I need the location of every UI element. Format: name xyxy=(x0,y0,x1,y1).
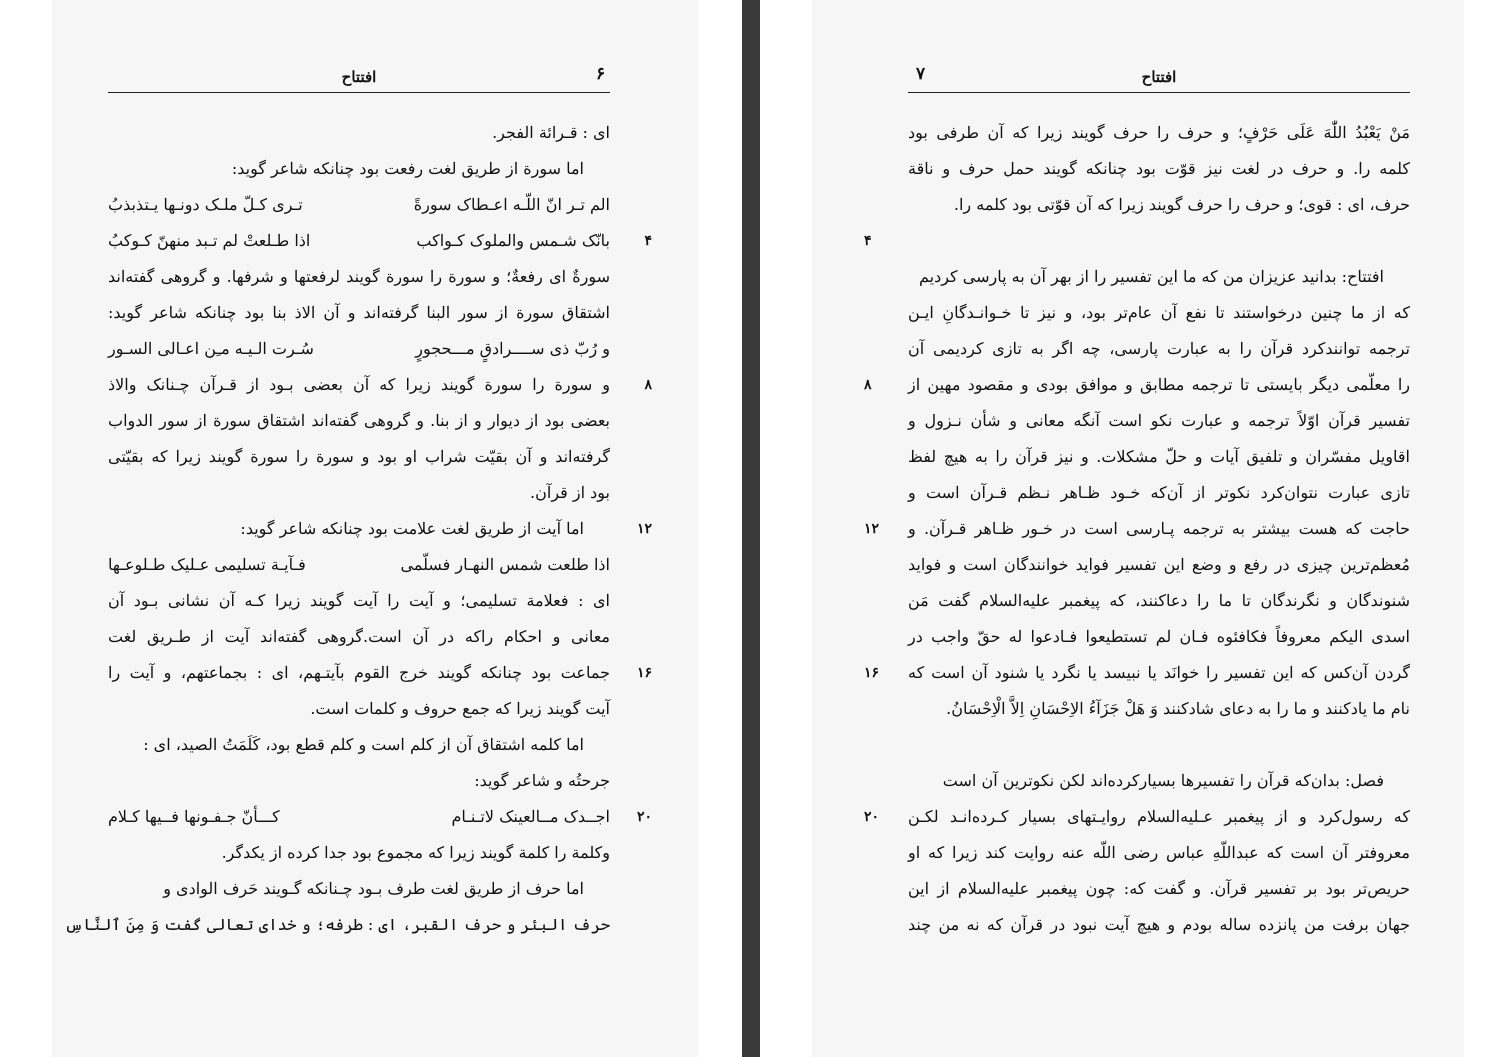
line-text: فصل: بدان‌که قرآن را تفسیرها بسیارکرده‌اند لکن نکوترین آن است xyxy=(942,771,1384,790)
text-line xyxy=(908,871,1410,907)
hemistich-second: سُـرت الـیـه مـِن اعـالی السـور xyxy=(108,339,314,358)
line-text: ترجمه توانندکرد قرآن را به عبارت پارسی، چه اگر به تازی کردیمی آن xyxy=(908,339,1410,358)
hemistich-second: کـــأنّ جـفـونها فــیها کـلام xyxy=(108,807,280,826)
text-line xyxy=(864,511,1410,547)
line-text: جماعت بود چنانکه گویند خرج القوم بآیتـهم، ای : بجماعتهم، و آیت را xyxy=(108,663,610,682)
text-line xyxy=(908,259,1410,295)
text-line xyxy=(864,799,1410,835)
text-line xyxy=(108,439,610,475)
text-line xyxy=(908,763,1410,799)
line-number: ۱۶ xyxy=(636,665,652,681)
hemistich-second: تـری کـلّ ملـک دونـها یـتذبذبُ xyxy=(108,195,303,214)
line-text: جرحتُه و شاعر گوید: xyxy=(474,771,610,790)
hemistich-first: اذا طلعت شمس النهـار فسلّمی xyxy=(400,555,610,574)
line-text: اشتقاق سورة از سور البنا گرفته‌اند و آن الاذ بنا بود چنانکه شاعر گوید: xyxy=(108,303,610,322)
line-number: ۱۲ xyxy=(864,521,880,537)
hemistich-first: اجــدک مــالعینک لاتـنـام xyxy=(451,807,610,826)
line-text: اقاویل مفسّران و تلفیق آیات و حلّ مشکلات. و نیز قرآن را به هیچ لفظ xyxy=(908,447,1410,466)
line-text: وکلمة را کلمة گویند زیرا که مجموع بود جدا کرده از یکدگر. xyxy=(221,843,610,862)
line-text: تازی عبارت نتوان‌کرد نکوتر از آن‌که خـود ظـاهر نـظم قـرآن است و xyxy=(908,483,1410,502)
line-text: مَنْ یَعْبُدُ اللّٰهَ عَلَی حَرْفٍ؛ و حرف را حرف گویند زیرا که آن طرفی بود xyxy=(908,123,1410,142)
line-text: حرف البئر و حرف القبر، ای : طرفه؛ و خدای تعالی گفت وَ مِنَ ٱلنَّاسِ xyxy=(64,915,610,934)
line-text: نام ما یادکنند و ما را به دعای شادکنند وَ هَلْ جَزَآءُ الاِحْسَانِ اِلاَّ الْاِحْسَانُ. xyxy=(946,699,1410,718)
hemistich-second: فـآیـة تسلیمی عـلیک طـلوعـها xyxy=(108,555,306,574)
text-line xyxy=(908,151,1410,187)
text-line xyxy=(108,727,610,763)
line-text: بود از قرآن. xyxy=(530,483,610,502)
line-number: ۱۲ xyxy=(636,521,652,537)
text-line xyxy=(108,511,652,547)
text-line xyxy=(108,295,610,331)
line-text: و سورة را سورة گویند زیرا که آن بعضی بـود از قـرآن چـنانک والاذ xyxy=(108,375,611,394)
text-line xyxy=(908,691,1410,727)
text-line xyxy=(108,655,652,691)
body-text xyxy=(64,115,652,943)
line-text: سورةٌ ای رفعةٌ؛ و سورة را سورة گویند لرفعتها و شرفها. و گروهی گفته‌اند xyxy=(108,267,611,286)
hemistich-first: الم تـر انّ اللّـه اعـطاک سورةً xyxy=(413,195,610,214)
line-text: حریص‌تر بود بر تفسیر قرآن. و گفت که: چون پیغمبر علیه‌السلام از این xyxy=(908,879,1410,898)
line-text: گرفته‌اند و آن بقیّت شراب او بود و سورة را سورة گویند زیرا که بقیّتی xyxy=(108,447,610,466)
line-text: مُعظم‌ترین چیزی در رفع و وضع این تفسیر فواید خوانندگان است و فواید xyxy=(908,555,1410,574)
header-title: افتتاح xyxy=(1141,68,1177,86)
line-number: ۲۰ xyxy=(636,809,652,825)
text-line xyxy=(108,835,610,871)
text-line xyxy=(908,475,1410,511)
text-line xyxy=(108,259,610,295)
book-spine-divider xyxy=(742,0,760,1057)
line-text: حاجت که هست بیشتر به ترجمه پـارسی است در خـور ظـاهر قـرآن. و xyxy=(908,519,1410,538)
left-page xyxy=(64,62,652,943)
body-text xyxy=(864,115,1411,943)
running-head xyxy=(908,62,1410,93)
line-text: شنوندگان و نگرندگان تا ما را دعا‌کنند، که پیغمبر علیه‌السلام گفت مَن xyxy=(908,591,1410,610)
text-line xyxy=(108,367,652,403)
line-text: اما سورة از طریق لغت رفعت بود چنانکه شاعر گوید: xyxy=(231,159,584,178)
line-number: ۴ xyxy=(864,233,872,249)
text-line xyxy=(108,691,610,727)
text-line xyxy=(64,907,610,943)
verse-line xyxy=(108,187,610,223)
text-line xyxy=(908,907,1410,943)
text-line xyxy=(908,439,1410,475)
hemistich-first: و رُبّ ذی ســــرادقٍ مـــحجورٍ xyxy=(415,339,610,358)
line-text: حرف، ای : قوی؛ و حرف را حرف گویند زیرا که آن قوّتی بود کلمه را. xyxy=(953,195,1410,214)
right-page xyxy=(864,62,1411,943)
text-line xyxy=(108,115,610,151)
line-text: گردن آن‌کس که این تفسیر را خوانَد یا نبیسد یا نگرد یا شنود آن است که xyxy=(908,663,1410,682)
header-title: افتتاح xyxy=(341,68,377,86)
text-line xyxy=(108,475,610,511)
verse-line xyxy=(108,799,652,835)
text-line xyxy=(864,367,1410,403)
header-page-number: ۶ xyxy=(596,64,606,84)
line-text: ای : قـرائة الفجر. xyxy=(492,123,610,142)
line-number: ۸ xyxy=(644,377,652,393)
text-line xyxy=(908,727,1410,763)
verse-line xyxy=(108,547,610,583)
line-text: افتتاح: بدانید عزیزان من که ما این تفسیر را از بهر آن به پارسی کردیم xyxy=(918,267,1384,286)
text-line xyxy=(108,583,610,619)
text-line xyxy=(908,583,1410,619)
text-line xyxy=(908,115,1410,151)
line-text: که رسول‌کرد و از پیغمبر عـلیه‌السلام روایـتهای بسیار کـرده‌انـد لکـن xyxy=(908,807,1410,826)
text-line xyxy=(908,547,1410,583)
line-text: ای : فعلامة تسلیمی؛ و آیت را آیت گویند زیرا کـه آن نشانی بـود آن xyxy=(108,591,610,610)
line-text: تفسیر قرآن اوّلاً ترجمه و عبارت نکو است آنگه معانی و شأن نـزول و xyxy=(908,411,1411,430)
line-text: معروفتر آن است که عبداللّهِ عباس رضی اللّه عنه روایت کند زیرا که او xyxy=(908,843,1410,862)
header-page-number: ۷ xyxy=(916,64,926,84)
line-text: جهان برفت من پانزده ساله بودم و هیچ آیت نبود در قرآن که نه من چند xyxy=(908,915,1410,934)
line-text: که از ما چنین درخواستند تا نفع آن عام‌تر بود، و نیز تا خـوانـدگانِ ایـن xyxy=(908,303,1410,322)
hemistich-second: اذا طـلعتْ لم تـبد منهنّ کـوکبُ xyxy=(108,231,311,250)
text-line xyxy=(908,403,1410,439)
text-line xyxy=(108,403,610,439)
text-line xyxy=(908,331,1410,367)
line-number: ۸ xyxy=(864,377,872,393)
line-text: بعضی بود از دیوار و از بنا. و گروهی گفته‌اند اشتقاق سورة از سور الدواب xyxy=(108,411,610,430)
line-text: اسدی الیکم معروفاً فکافئوه فـان لم تستطیعوا فـادعوا له حقّ واجب در xyxy=(908,627,1410,646)
line-text: اما آیت از طریق لغت علامت بود چنانکه شاعر گوید: xyxy=(240,519,584,538)
text-line xyxy=(908,295,1410,331)
text-line xyxy=(108,763,610,799)
verse-line xyxy=(108,331,610,367)
text-line xyxy=(108,151,610,187)
line-text: اما حرف از طریق لغت طرف بـود چـنانکه گـویند حَرف الوادی و xyxy=(163,879,584,898)
line-text: معانی و احکام راکه در آن است.گروهی گفته‌اند آیت از طـریق لغت xyxy=(108,627,610,646)
line-text: اما کلمه اشتقاق آن از کلم است و کلم قطع بود، کَلَمَتُ الصید، ای : xyxy=(143,735,584,754)
hemistich-first: بانّک شـمس والملوک کـواکب xyxy=(416,231,610,250)
line-number: ۴ xyxy=(644,233,652,249)
text-line xyxy=(864,655,1410,691)
text-line xyxy=(908,835,1410,871)
line-number: ۱۶ xyxy=(864,665,880,681)
running-head xyxy=(108,62,610,93)
text-line xyxy=(908,619,1410,655)
line-number: ۲۰ xyxy=(864,809,880,825)
line-text: آیت گویند زیرا که جمع حروف و کلمات است. xyxy=(310,699,610,718)
verse-line xyxy=(108,223,652,259)
text-line xyxy=(864,223,1410,259)
text-line xyxy=(108,871,610,907)
line-text: را معلّمی دیگر بایستی تا ترجمه مطابق و موافق بودی و مقصود مهین از xyxy=(908,375,1410,394)
text-line xyxy=(108,619,610,655)
line-text: کلمه را. و حرف در لغت نیز قوّت بود چنانکه گویند حمل حرف و ناقة xyxy=(908,159,1410,178)
text-line xyxy=(908,187,1410,223)
